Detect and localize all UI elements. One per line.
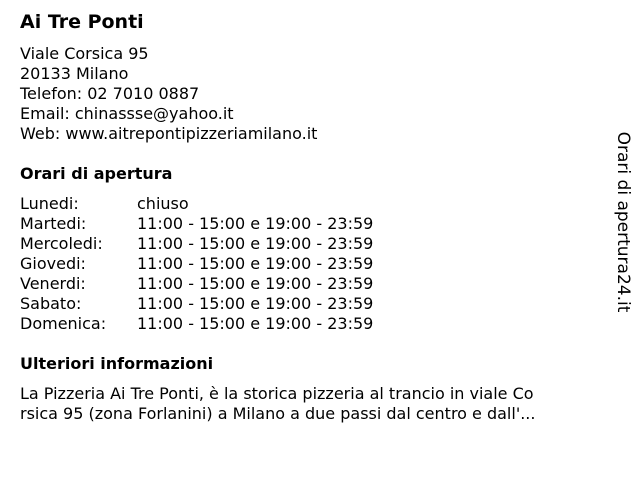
description-line-1: La Pizzeria Ai Tre Ponti, è la storica pizzeria al trancio in viale Co <box>20 384 534 403</box>
day-label: Sabato: <box>20 294 82 313</box>
address-street: Viale Corsica 95 <box>20 44 149 63</box>
address-city: 20133 Milano <box>20 64 129 83</box>
description-line-2: rsica 95 (zona Forlanini) a Milano a due passi dal centro e dall'... <box>20 404 536 423</box>
time-value: 11:00 - 15:00 e 19:00 - 23:59 <box>137 234 374 253</box>
time-value: 11:00 - 15:00 e 19:00 - 23:59 <box>137 294 374 313</box>
day-label: Venerdi: <box>20 274 86 293</box>
contact-block <box>20 44 317 144</box>
description-text <box>20 384 600 424</box>
time-value: 11:00 - 15:00 e 19:00 - 23:59 <box>137 314 374 333</box>
site-watermark: Orari di apertura24.it <box>613 131 633 313</box>
time-value: 11:00 - 15:00 e 19:00 - 23:59 <box>137 214 374 233</box>
time-value: 11:00 - 15:00 e 19:00 - 23:59 <box>137 254 374 273</box>
day-label: Mercoledi: <box>20 234 103 253</box>
time-value: 11:00 - 15:00 e 19:00 - 23:59 <box>137 274 374 293</box>
day-label: Giovedi: <box>20 254 86 273</box>
web-line: Web: www.aitrepontipizzeriamilano.it <box>20 124 318 143</box>
business-name: Ai Tre Ponti <box>20 11 144 33</box>
day-label: Martedi: <box>20 214 87 233</box>
time-value: chiuso <box>137 194 189 213</box>
info-heading: Ulteriori informazioni <box>20 354 214 373</box>
phone-line: Telefon: 02 7010 0887 <box>20 84 200 103</box>
email-line: Email: chinassse@yahoo.it <box>20 104 234 123</box>
day-label: Lunedi: <box>20 194 79 213</box>
hours-heading: Orari di apertura <box>20 164 173 183</box>
day-label: Domenica: <box>20 314 107 333</box>
